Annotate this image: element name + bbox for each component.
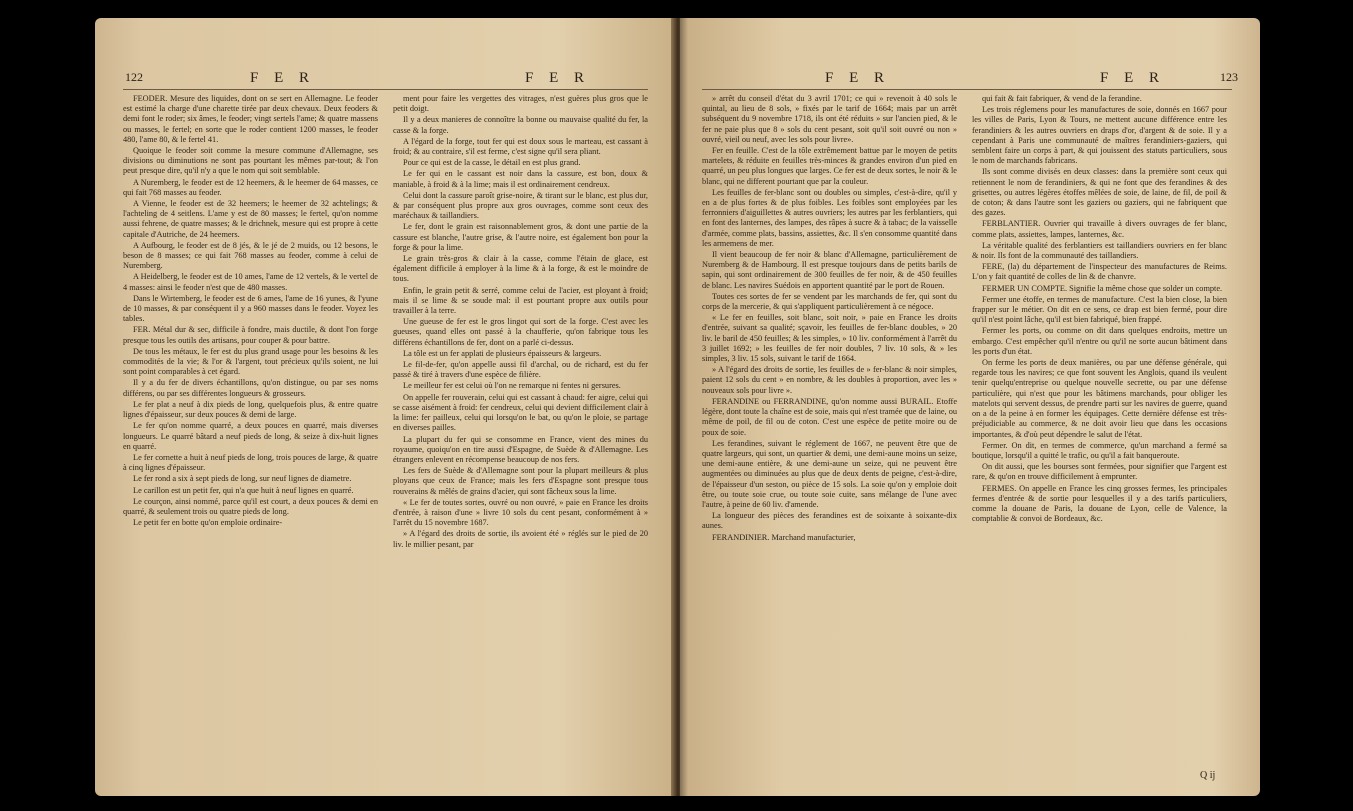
paragraph: » A l'égard des droits de sortie, ils avoient été » réglés sur le pied de 20 liv. le millier pesant, par — [393, 529, 648, 549]
paragraph: Une gueuse de fer est le gros lingot qui sort de la forge. C'est avec les gueuses, quand elles ont passé à la chaufferie, qu'on fabrique tous les différens échantillons de fer, dont on a parlé ci-dessus. — [393, 317, 648, 347]
paragraph: A Nuremberg, le feoder est de 12 heemers, & le heemer de 64 masses, ce qui fait 768 masses au feoder. — [123, 177, 378, 197]
paragraph: Il y a du fer de divers échantillons, qu'on distingue, ou par ses noms différens, ou par ses différentes longueurs & grosseurs. — [123, 378, 378, 398]
paragraph: Celui dont la cassure paroît grise-noire, & tirant sur le blanc, est plus dur, & par conséquent plus propre aux gros ouvrages, comme sont ceux des maréchaux & taillandiers. — [393, 190, 648, 221]
paragraph: On dit aussi, que les bourses sont fermées, pour signifier que l'argent est rare, & qu'on en trouve difficilement à emprunter. — [972, 462, 1227, 482]
running-head: F E R — [525, 70, 591, 86]
running-head: F E R — [825, 70, 891, 86]
paragraph: Le grain très-gros & clair à la casse, comme l'étain de glace, est également difficile à employer à la lime & à la forge, & est le moindre de tous. — [393, 254, 648, 284]
paragraph: qui fait & fait fabriquer, & vend de la ferandine. — [982, 94, 1142, 103]
right-page — [680, 18, 1260, 796]
paragraph: Ils sont comme divisés en deux classes: dans la première sont ceux qui retiennent le nom de ferandiniers, & qui ne font que des ferandines & des grisettes, ou autres légères étoffes mêlées de soie, de laine, de fil, de poil & de coton; & dans l'autre sont les gaziers ou gaziers, qui ne fabriquent que des gazes. — [972, 167, 1227, 218]
paragraph: FERMER UN COMPTE. Signifie la même chose que solder un compte. — [982, 283, 1223, 293]
paragraph: La véritable qualité des ferblantiers est taillandiers ouvriers en fer blanc & noir. Ils font de la communauté des taillandiers. — [972, 240, 1227, 261]
right-page-header — [680, 70, 1260, 90]
paragraph: FERE, (la) du département de l'inspecteur des manufactures de Reims. L'on y fait quantité de colles de lin & de chanvre. — [972, 262, 1227, 282]
paragraph: FERANDINIER. Marchand manufacturier, — [712, 532, 856, 542]
paragraph: Le fer plat a neuf à dix pieds de long, quelquefois plus, & entre quatre lignes d'épaisseur, sur deux pouces & demi de large. — [123, 399, 378, 420]
left-page-header — [95, 70, 675, 90]
text-column — [702, 94, 957, 784]
paragraph: Le fer rond a six à sept pieds de long, sur neuf lignes de diametre. — [133, 474, 352, 484]
paragraph: Le fer, dont le grain est raisonnablement gros, & dont une partie de la cassure est blanche, l'autre grise, & l'autre noire, est également bon pour la forge & pour la lime. — [393, 222, 648, 252]
header-rule — [702, 89, 1232, 90]
left-page — [95, 18, 675, 796]
paragraph: Quoique le feoder soit comme la mesure commune d'Allemagne, ses divisions ou diminutions ne sont pas pourtant les mêmes par-tout; & l'on peut presque dire, qu'il n'y a que le nom qui soit semblable. — [123, 146, 378, 176]
paragraph: Il y a deux manieres de connoître la bonne ou mauvaise qualité du fer, la casse & la forge. — [393, 115, 648, 135]
paragraph: Fer en feuille. C'est de la tôle extrêmement battue par le moyen de petits martelets, & réduite en feuilles très-minces & grandes environ d'un pied en quarré, un peu plus longues que larges. Ce fer est de deux sortes, le noir & le blanc, qui ne different pourtant que par la couleur. — [702, 146, 957, 186]
paragraph: Le fer qu'on nomme quarré, a deux pouces en quarré, mais diverses longueurs. Le quarré bâtard a neuf pieds de long, & seize à dix-huit lignes en quarré. — [123, 421, 378, 451]
paragraph: FERANDINE ou FERRANDINE, qu'on nomme aussi BURAIL. Etoffe légère, dont toute la chaîne est de soie, mais qui n'est tramée que de laine, ou même de poil, de fil ou de coton. C'est une espèce de petite moire ou de poux de soie. — [702, 396, 957, 437]
paragraph: » A l'égard des droits de sortie, les feuilles de » fer-blanc & noir simples, paient 12 sols du cent » en nombre, & les doubles à proportion, avec les » nouveaux sols pour livre ». — [702, 365, 957, 395]
page-number: 122 — [125, 70, 143, 84]
paragraph: Fermer. On dit, en termes de commerce, qu'un marchand a fermé sa boutique, lorsqu'il a quitté le trafic, ou qu'il a fait banqueroute. — [972, 440, 1227, 460]
paragraph: « Le fer en feuilles, soit blanc, soit noir, » paie en France les droits d'entrée, suivant sa qualité; sçavoir, les feuilles de fer-blanc doubles, » 20 liv. le baril de 450 feuilles; & les simples, » 10 liv. conformément à l'arrêt du 3 juillet 1692; » les feuilles de fer noir doubles, 7 liv. 10 sols, & » les simples, 3 liv. 15 sols, suivant le tarif de 1664. — [702, 313, 957, 364]
paragraph: La longueur des pièces des ferandines est de soixante à soixante-dix aunes. — [702, 511, 957, 531]
header-rule — [123, 89, 648, 90]
paragraph: Le fer cornette a huit à neuf pieds de long, trois pouces de large, & quatre à cinq lignes d'épaisseur. — [123, 452, 378, 473]
paragraph: FERBLANTIER. Ouvrier qui travaille à divers ouvrages de fer blanc, comme plats, assiettes, lampes, lanternes, &c. — [972, 219, 1227, 239]
paragraph: Il vient beaucoup de fer noir & blanc d'Allemagne, particulièrement de Nuremberg & de Hambourg. Il est presque toujours dans de petits barils de sapin, qui sont ordinairement de 300 feuilles de fer noir, & de 450 feuilles de blanc. Les navires Suédois en apportent quantité par le port de Rouen. — [702, 250, 957, 290]
page-number: 123 — [1220, 70, 1238, 84]
paragraph: La plupart du fer qui se consomme en France, vient des mines du royaume, quoiqu'on en tire aussi d'Espagne, de Suède & d'Allemagne. Les étrangers enlevent en récompense beaucoup de nos fers. — [393, 434, 648, 464]
paragraph: Le courçon, ainsi nommé, parce qu'il est court, a deux pouces & demi en quarré, & seulement trois ou quatre pieds de long. — [123, 496, 378, 516]
paragraph: Pour ce qui est de la casse, le détail en est plus grand. — [403, 158, 581, 168]
open-book — [95, 18, 1260, 796]
paragraph: FERMES. On appelle en France les cinq grosses fermes, les principales fermes d'entrée & de sortie pour lesquelles il y a des tarifs particuliers, comme la douane de Paris, la douane de Lyon, celle de Valence, la comptablie & convoi de Bordeaux, &c. — [972, 483, 1227, 524]
running-head: F E R — [250, 70, 316, 86]
paragraph: A l'égard de la forge, tout fer qui est doux sous le marteau, est cassant à froid; & au contraire, s'il est ferme, c'est signe qu'il sera pliant. — [393, 136, 648, 157]
paragraph: La tôle est un fer applati de plusieurs épaisseurs & largeurs. — [403, 348, 602, 358]
paragraph: A Aufbourg, le feoder est de 8 jés, & le jé de 2 muids, ou 12 besons, le beson de 8 masses; ce qui fait 768 masses au feoder, comme à celui de Nuremberg. — [123, 240, 378, 271]
paragraph: ment pour faire les vergettes des vitrages, n'est guères plus gros que le petit doigt. — [393, 94, 648, 114]
text-column — [393, 94, 648, 784]
paragraph: Toutes ces sortes de fer se vendent par les marchands de fer, qui sont du corps de la mercerie, & qui s'appliquent particulièrement à ce négoce. — [702, 291, 957, 312]
paragraph: Enfin, le grain petit & serré, comme celui de l'acier, est ployant à froid; mais il se lime & se soude mal: il est pourtant propre aux outils pour travailler à la terre. — [393, 285, 648, 316]
paragraph: On appelle fer rouverain, celui qui est cassant à chaud: fer aigre, celui qui se casse aisément à froid: fer cendreux, celui qui devient difficilement clair à la lime: fer pailleux, celui qui lorsqu'on le bat, ou qu'on le ploie, se partage en diverses pailles. — [393, 392, 648, 433]
text-column — [123, 94, 378, 784]
paragraph: Les fers de Suède & d'Allemagne sont pour la plupart meilleurs & plus ployans que ceux de France; mais les fers d'Espagne sont presque tous rouverains & mêlés de grains d'acier, qui sont fâcheux sous la lime. — [393, 466, 648, 496]
signature-mark: Q ij — [1200, 770, 1216, 781]
paragraph: » arrêt du conseil d'état du 3 avril 1701; ce qui » revenoit à 40 sols le quintal, au lieu de 8 sols, » fixés par le tarif de 1664; mais par un arrêt subséquent du 9 novembre 1718, ils ont été réduits » sur l'ancien pied, & le fer ne paie plus que 8 » sols du cent pesant, soit qu'il soit ouvré ou non » ouvré, vieil ou neuf, avec les sols pour livre». — [702, 94, 957, 144]
paragraph: Le meilleur fer est celui où l'on ne remarque ni fentes ni gersures. — [403, 381, 621, 391]
paragraph: Dans le Wirtemberg, le feoder est de 6 ames, l'ame de 16 yunes, & l'yune de 10 masses, & par conséquent il y a 960 masses dans le feoder. Voyez les tables. — [123, 293, 378, 324]
paragraph: FER. Métal dur & sec, difficile à fondre, mais ductile, & dont l'on forge presque tous les outils des artisans, pour couper & pour battre. — [123, 325, 378, 345]
paragraph: Fermer une étoffe, en termes de manufacture. C'est la bien close, la bien frapper sur le métier. On dit en ce sens, ce drap est bien fermé, pour dire qu'il n'est point lâche, qu'il est bien fabriqué, bien frappé. — [972, 294, 1227, 325]
running-head: F E R — [1100, 70, 1166, 86]
paragraph: Le fer qui en le cassant est noir dans la cassure, est bon, doux & maniable, à froid & à la lime; mais il est ordinairement cendreux. — [393, 169, 648, 189]
paragraph: Fermer les ports, ou comme on dit dans quelques endroits, mettre un embargo. C'est empêcher qu'il n'entre ou qu'il ne sorte aucun bâtiment dans les ports d'un état. — [972, 326, 1227, 356]
paragraph: FEODER. Mesure des liquides, dont on se sert en Allemagne. Le feoder est estimé la charge d'une charette tirée par deux chevaux. Deux feoders & demi font le roder; six âmes, le feoder; vingt sertels l'ame; & quatre massens ou masses, le fertel; en sorte que le roder contient 1200 masses, le feoder 480, l'ame 80, & le fertel 41. — [123, 94, 378, 144]
paragraph: Le carillon est un petit fer, qui n'a que huit à neuf lignes en quarré. — [133, 485, 354, 495]
paragraph: A Vienne, le feoder est de 32 heemers; le heemer de 32 achtelings; & l'achteling de 4 seitlens. L'ame y est de 80 masses; le fertel, qu'on nomme aussi fehrene, de quatre masses; & le drichnek, mesure qui est propre à cette capitale d'Autriche, de 24 heemers. — [123, 199, 378, 239]
paragraph: Les trois réglemens pour les manufactures de soie, donnés en 1667 pour les villes de Paris, Lyon & Tours, ne mettent aucune différence entre les ferandiniers & les autres ouvriers en draps d'or, d'argent & de soie. Il y a cependant à Paris une communauté de maîtres ferandiniers-gaziers, qui semblent faire un corps à part, & qui jouissent des statuts particuliers, sous le nom de marchands fabricans. — [972, 105, 1227, 166]
paragraph: De tous les métaux, le fer est du plus grand usage pour les besoins & les commodités de la vie; & l'or & l'argent, tout précieux qu'ils soient, ne lui sont point comparables à cet égard. — [123, 346, 378, 377]
paragraph: A Heidelberg, le feoder est de 10 ames, l'ame de 12 vertels, & le vertel de 4 masses: ainsi le feoder n'est que de 480 masses. — [123, 272, 378, 292]
paragraph: Les feuilles de fer-blanc sont ou doubles ou simples, c'est-à-dire, qu'il y en a de plus fortes & de plus foibles. Les foibles sont employées par les ferronniers d'aiguillettes & autres ouvriers; les autres par les ferblantiers, qui en font des lanternes, des lampes, des râpes à sucre & à tabac; de la vaisselle d'armée, comme plats, bassins, assiettes, &c. Il s'en consomme quantité dans les armemens de mer. — [702, 187, 957, 248]
text-column — [972, 94, 1227, 769]
paragraph: Le petit fer en botte qu'on emploie ordinaire- — [133, 518, 283, 528]
paragraph: On ferme les ports de deux manières, ou par une défense générale, qui regarde tous les navires; ce que font souvent les Anglois, quand ils veulent tenir quelqu'entreprise ou quelque nouvelle secrette, ou par une défense particulière, qui n'est que pour les bâtimens marchands, pour obliger les matelots qui servent dessus, de prendre parti sur les navires de guerre, quand on a de la peine à en former les équipages. Cette dernière défense est très-préjudiciable au commerce, & ne doit avoir lieu que dans les occasions importantes, & d'où peut dépendre le salut de l'état. — [972, 358, 1227, 439]
paragraph: Le fil-de-fer, qu'on appelle aussi fil d'archal, ou de richard, est du fer passé & tiré à travers d'une espèce de filière. — [393, 360, 648, 380]
paragraph: Les ferandines, suivant le réglement de 1667, ne peuvent être que de quatre largeurs, qui sont, un quartier & demi, une demi-aune moins un seize, une demi-aune entière, & une demi-aune un seize, qui ne peuvent être augmentées ou diminuées au plus que de deux dents de peigne, c'est-à-dire, de l'épaisseur d'un seston, ou pièce de 15 sols. La soie qu'on y emploie doit être, ou toute soie crue, ou toute soie cuite, sans mélange de l'une avec l'autre, à peine de 60 liv. d'amende. — [702, 438, 957, 509]
paragraph: « Le fer de toutes sortes, ouvré ou non ouvré, » paie en France les droits d'entrée, à raison d'une » livre 10 sols du cent pesant, conformément à » l'arrêt du 15 novembre 1687. — [393, 497, 648, 528]
